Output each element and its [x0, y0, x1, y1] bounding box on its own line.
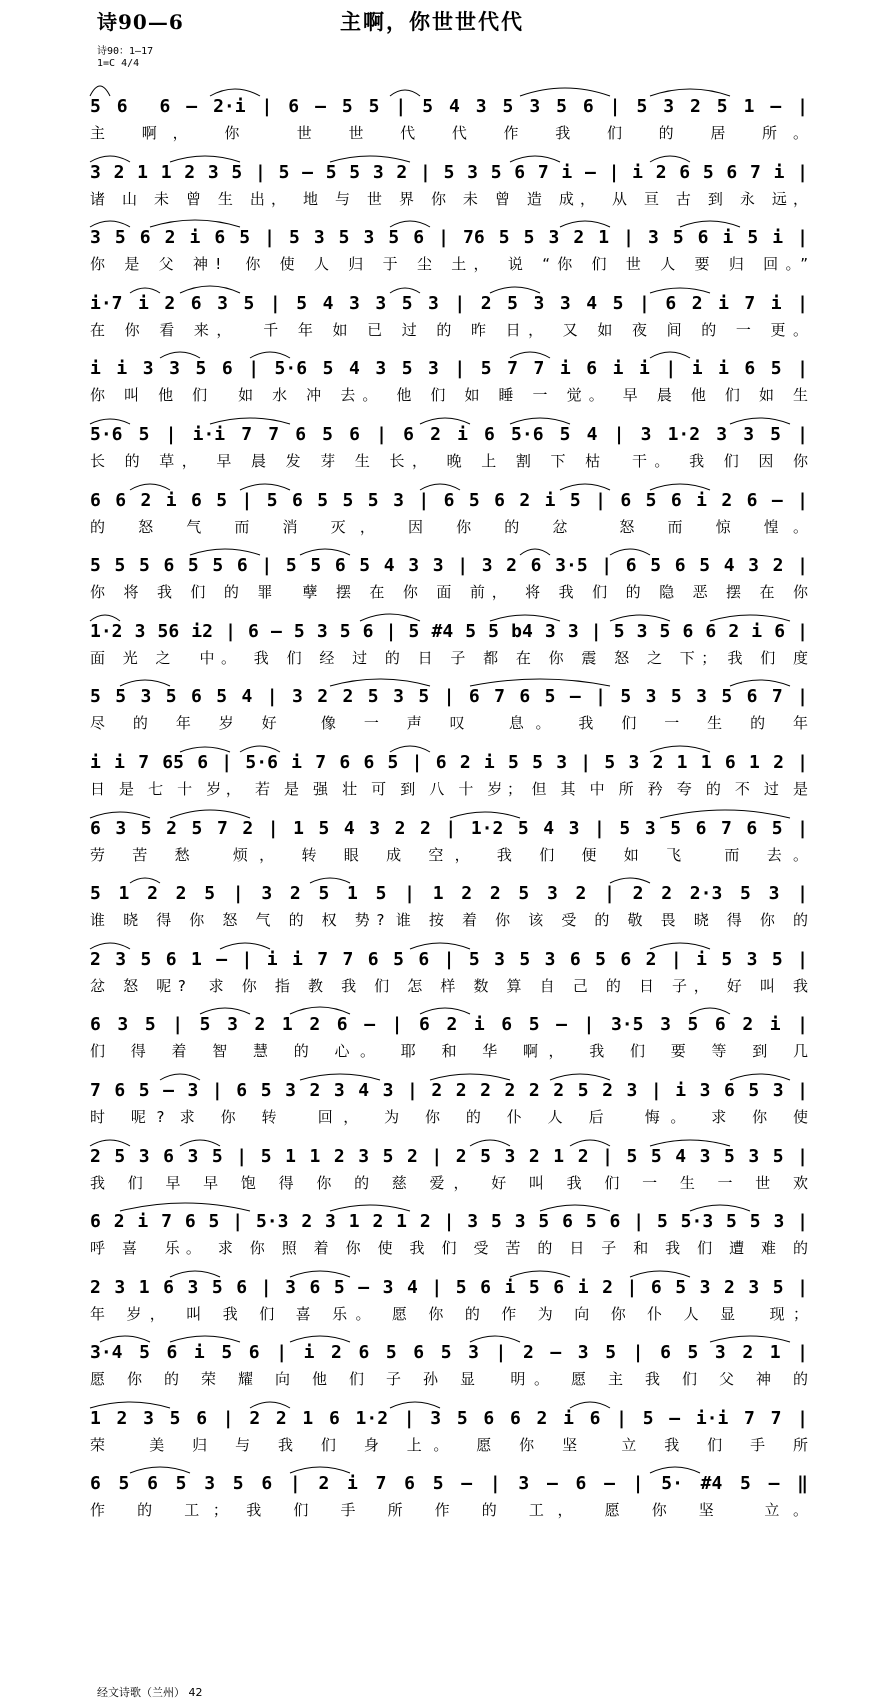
notation-row: 1 2 3 5 6 | 2 2 1 6 1·2 | 3 5 6 6 2 i 6 | 5 – i·i 7 7 |: [90, 1407, 808, 1429]
notation-row: 5 5 3 5 6 5 4 | 3 2 2 5 3 5 | 6 7 6 5 – | 5 3 5 3 5 6 7 |: [90, 686, 808, 708]
score-line: [90, 279, 808, 345]
lyrics-row: 时 呢? 求 你 转 回， 为 你 的 仆 人 后 悔。 求 你 使: [90, 1107, 808, 1126]
page-footer: 经文诗歌（兰州） 42: [97, 1686, 203, 1699]
notation-row: 6 3 5 | 5 3 2 1 2 6 – | 6 2 i 6 5 – | 3·5 3 5 6 2 i |: [90, 1014, 808, 1036]
score-line: [90, 935, 808, 1001]
notation-row: 6 2 i 7 6 5 | 5·3 2 3 1 2 1 2 | 3 5 3 5 6 5 6 | 5 5·3 5 5 3 |: [90, 1211, 808, 1233]
song-title: 主啊，你世世代代: [340, 9, 524, 34]
score-line: [90, 1132, 808, 1198]
score-line: [90, 1263, 808, 1329]
score-line: [90, 344, 808, 410]
notation-row: 2 3 1 6 3 5 6 | 3 6 5 – 3 4 | 5 6 i 5 6 i 2 | 6 5 3 2 3 5 |: [90, 1276, 808, 1298]
lyrics-row: 在 你 看 来， 千 年 如 已 过 的 昨 日， 又 如 夜 间 的 一 更。: [90, 320, 808, 339]
lyrics-row: 呼 喜 乐。 求 你 照 着 你 使 我 们 受 苦 的 日 子 和 我 们 遭 难 的: [90, 1239, 808, 1258]
lyrics-row: 长 的 草， 早 晨 发 芽 生 长， 晚 上 割 下 枯 干。 我 们 因 你: [90, 451, 808, 470]
score-meta: [97, 46, 153, 70]
lyrics-row: 荣 美 归 与 我 们 身 上。 愿 你 坚 立 我 们 手 所: [90, 1435, 808, 1454]
notation-row: 7 6 5 – 3 | 6 5 3 2 3 4 3 | 2 2 2 2 2 2 5 2 3 | i 3 6 5 3 |: [90, 1079, 808, 1101]
key-signature: 1=C 4/4: [97, 58, 140, 69]
lyrics-row: 尽 的 年 岁 好 像 一 声 叹 息。 我 们 一 生 的 年: [90, 714, 808, 733]
notation-row: 6 3 5 2 5 7 2 | 1 5 4 3 2 2 | 1·2 5 4 3 | 5 3 5 6 7 6 5 |: [90, 817, 808, 839]
score-line: [90, 148, 808, 214]
lyrics-row: 你 叫 他 们 如 水 冲 去。 他 们 如 睡 一 觉。 早 晨 他 们 如 生: [90, 386, 808, 405]
notation-row: 3 2 1 1 2 3 5 | 5 – 5 5 3 2 | 5 3 5 6 7 i – | i 2 6 5 6 7 i |: [90, 161, 808, 183]
score-line: [90, 607, 808, 673]
score-line: [90, 476, 808, 542]
notation-row: 1·2 3 56 i2 | 6 – 5 3 5 6 | 5 #4 5 5 b4 3 3 | 5 3 5 6 6 2 i 6 |: [90, 620, 808, 642]
lyrics-row: 愿 你 的 荣 耀 向 他 们 子 孙 显 明。 愿 主 我 们 父 神 的: [90, 1370, 808, 1389]
lyrics-row: 劳 苦 愁 烦， 转 眼 成 空， 我 们 便 如 飞 而 去。: [90, 845, 808, 864]
lyrics-row: 主 啊， 你 世 世 代 代 作 我 们 的 居 所。: [90, 124, 808, 142]
lyrics-row: 忿 怒 呢? 求 你 指 教 我 们 怎 样 数 算 自 己 的 日 子， 好 叫 我: [90, 976, 808, 995]
notation-row: 6 6 2 i 6 5 | 5 6 5 5 5 3 | 6 5 6 2 i 5 | 6 5 6 i 2 6 – |: [90, 489, 808, 511]
notation-row: i·7 i 2 6 3 5 | 5 4 3 3 5 3 | 2 5 3 3 4 5 | 6 2 i 7 i |: [90, 292, 808, 314]
score-line: [90, 1066, 808, 1132]
lyrics-row: 们 得 着 智 慧 的 心。 耶 和 华 啊， 我 们 要 等 到 几: [90, 1042, 808, 1061]
notation-row: 5 6 6 – 2·i | 6 – 5 5 | 5 4 3 5 3 5 6 | 5 3 2 5 1 – |: [90, 96, 808, 117]
score-line: [90, 738, 808, 804]
score-line: [90, 410, 808, 476]
lyrics-row: 我 们 早 早 饱 得 你 的 慈 爱， 好 叫 我 们 一 生 一 世 欢: [90, 1173, 808, 1192]
score-line: [90, 1197, 808, 1263]
score-line: [90, 1394, 808, 1460]
notation-row: 5 5 5 6 5 5 6 | 5 5 6 5 4 3 3 | 3 2 6 3·5 | 6 5 6 5 4 3 2 |: [90, 555, 808, 577]
lyrics-row: 作 的 工； 我 们 手 所 作 的 工， 愿 你 坚 立。: [90, 1501, 808, 1520]
jianpu-score: [90, 82, 808, 1525]
score-line: [90, 1000, 808, 1066]
score-line: [90, 1328, 808, 1394]
notation-row: 2 3 5 6 1 – | i i 7 7 6 5 6 | 5 3 5 3 6 5 6 2 | i 5 3 5 |: [90, 948, 808, 970]
score-line: [90, 804, 808, 870]
page-header: [0, 0, 869, 42]
lyrics-row: 面 光 之 中。 我 们 经 过 的 日 子 都 在 你 震 怒 之 下； 我 们 度: [90, 648, 808, 667]
lyrics-row: 年 岁， 叫 我 们 喜 乐。 愿 你 的 作 为 向 你 仆 人 显 现；: [90, 1304, 808, 1323]
lyrics-row: 你 将 我 们 的 罪 孽 摆 在 你 面 前， 将 我 们 的 隐 恶 摆 在 你: [90, 583, 808, 602]
lyrics-row: 谁 晓 得 你 怒 气 的 权 势? 谁 按 着 你 该 受 的 敬 畏 晓 得 你 的: [90, 911, 808, 930]
score-line: [90, 82, 808, 148]
score-line: [90, 541, 808, 607]
score-line: [90, 869, 808, 935]
notation-row: 5 1 2 2 5 | 3 2 5 1 5 | 1 2 2 5 3 2 | 2 2 2·3 5 3 |: [90, 883, 808, 905]
lyrics-row: 你 是 父 神! 你 使 人 归 于 尘 土， 说 “你 们 世 人 要 归 回。”: [90, 255, 808, 274]
notation-row: 2 5 3 6 3 5 | 5 1 1 2 3 5 2 | 2 5 3 2 1 2 | 5 5 4 3 5 3 5 |: [90, 1145, 808, 1167]
lyrics-row: 诸 山 未 曾 生 出， 地 与 世 界 你 未 曾 造 成， 从 亘 古 到 永 远，: [90, 189, 808, 208]
score-line: [90, 1459, 808, 1525]
score-line: [90, 672, 808, 738]
lyrics-row: 日 是 七 十 岁， 若 是 强 壮 可 到 八 十 岁； 但 其 中 所 矜 夸 的 不 过 是: [90, 779, 808, 798]
notation-row: i i 3 3 5 6 | 5·6 5 4 3 5 3 | 5 7 7 i 6 i i | i i 6 5 |: [90, 358, 808, 380]
notation-row: 3·4 5 6 i 5 6 | i 2 6 5 6 5 3 | 2 – 3 5 | 6 5 3 2 1 |: [90, 1342, 808, 1364]
psalm-number: 诗90—6: [97, 10, 184, 34]
notation-row: 3 5 6 2 i 6 5 | 5 3 5 3 5 6 | 76 5 5 3 2 1 | 3 5 6 i 5 i |: [90, 227, 808, 249]
score-line: [90, 213, 808, 279]
notation-row: 6 5 6 5 3 5 6 | 2 i 7 6 5 – | 3 – 6 – | 5· #4 5 – ‖: [90, 1473, 808, 1495]
scripture-reference: 诗90：1—17: [97, 46, 154, 57]
notation-row: i i 7 65 6 | 5·6 i 7 6 6 5 | 6 2 i 5 5 3 | 5 3 2 1 1 6 1 2 |: [90, 751, 808, 773]
notation-row: 5·6 5 | i·i 7 7 6 5 6 | 6 2 i 6 5·6 5 4 | 3 1·2 3 3 5 |: [90, 423, 808, 445]
lyrics-row: 的 怒 气 而 消 灭， 因 你 的 忿 怒 而 惊 惶。: [90, 517, 808, 536]
